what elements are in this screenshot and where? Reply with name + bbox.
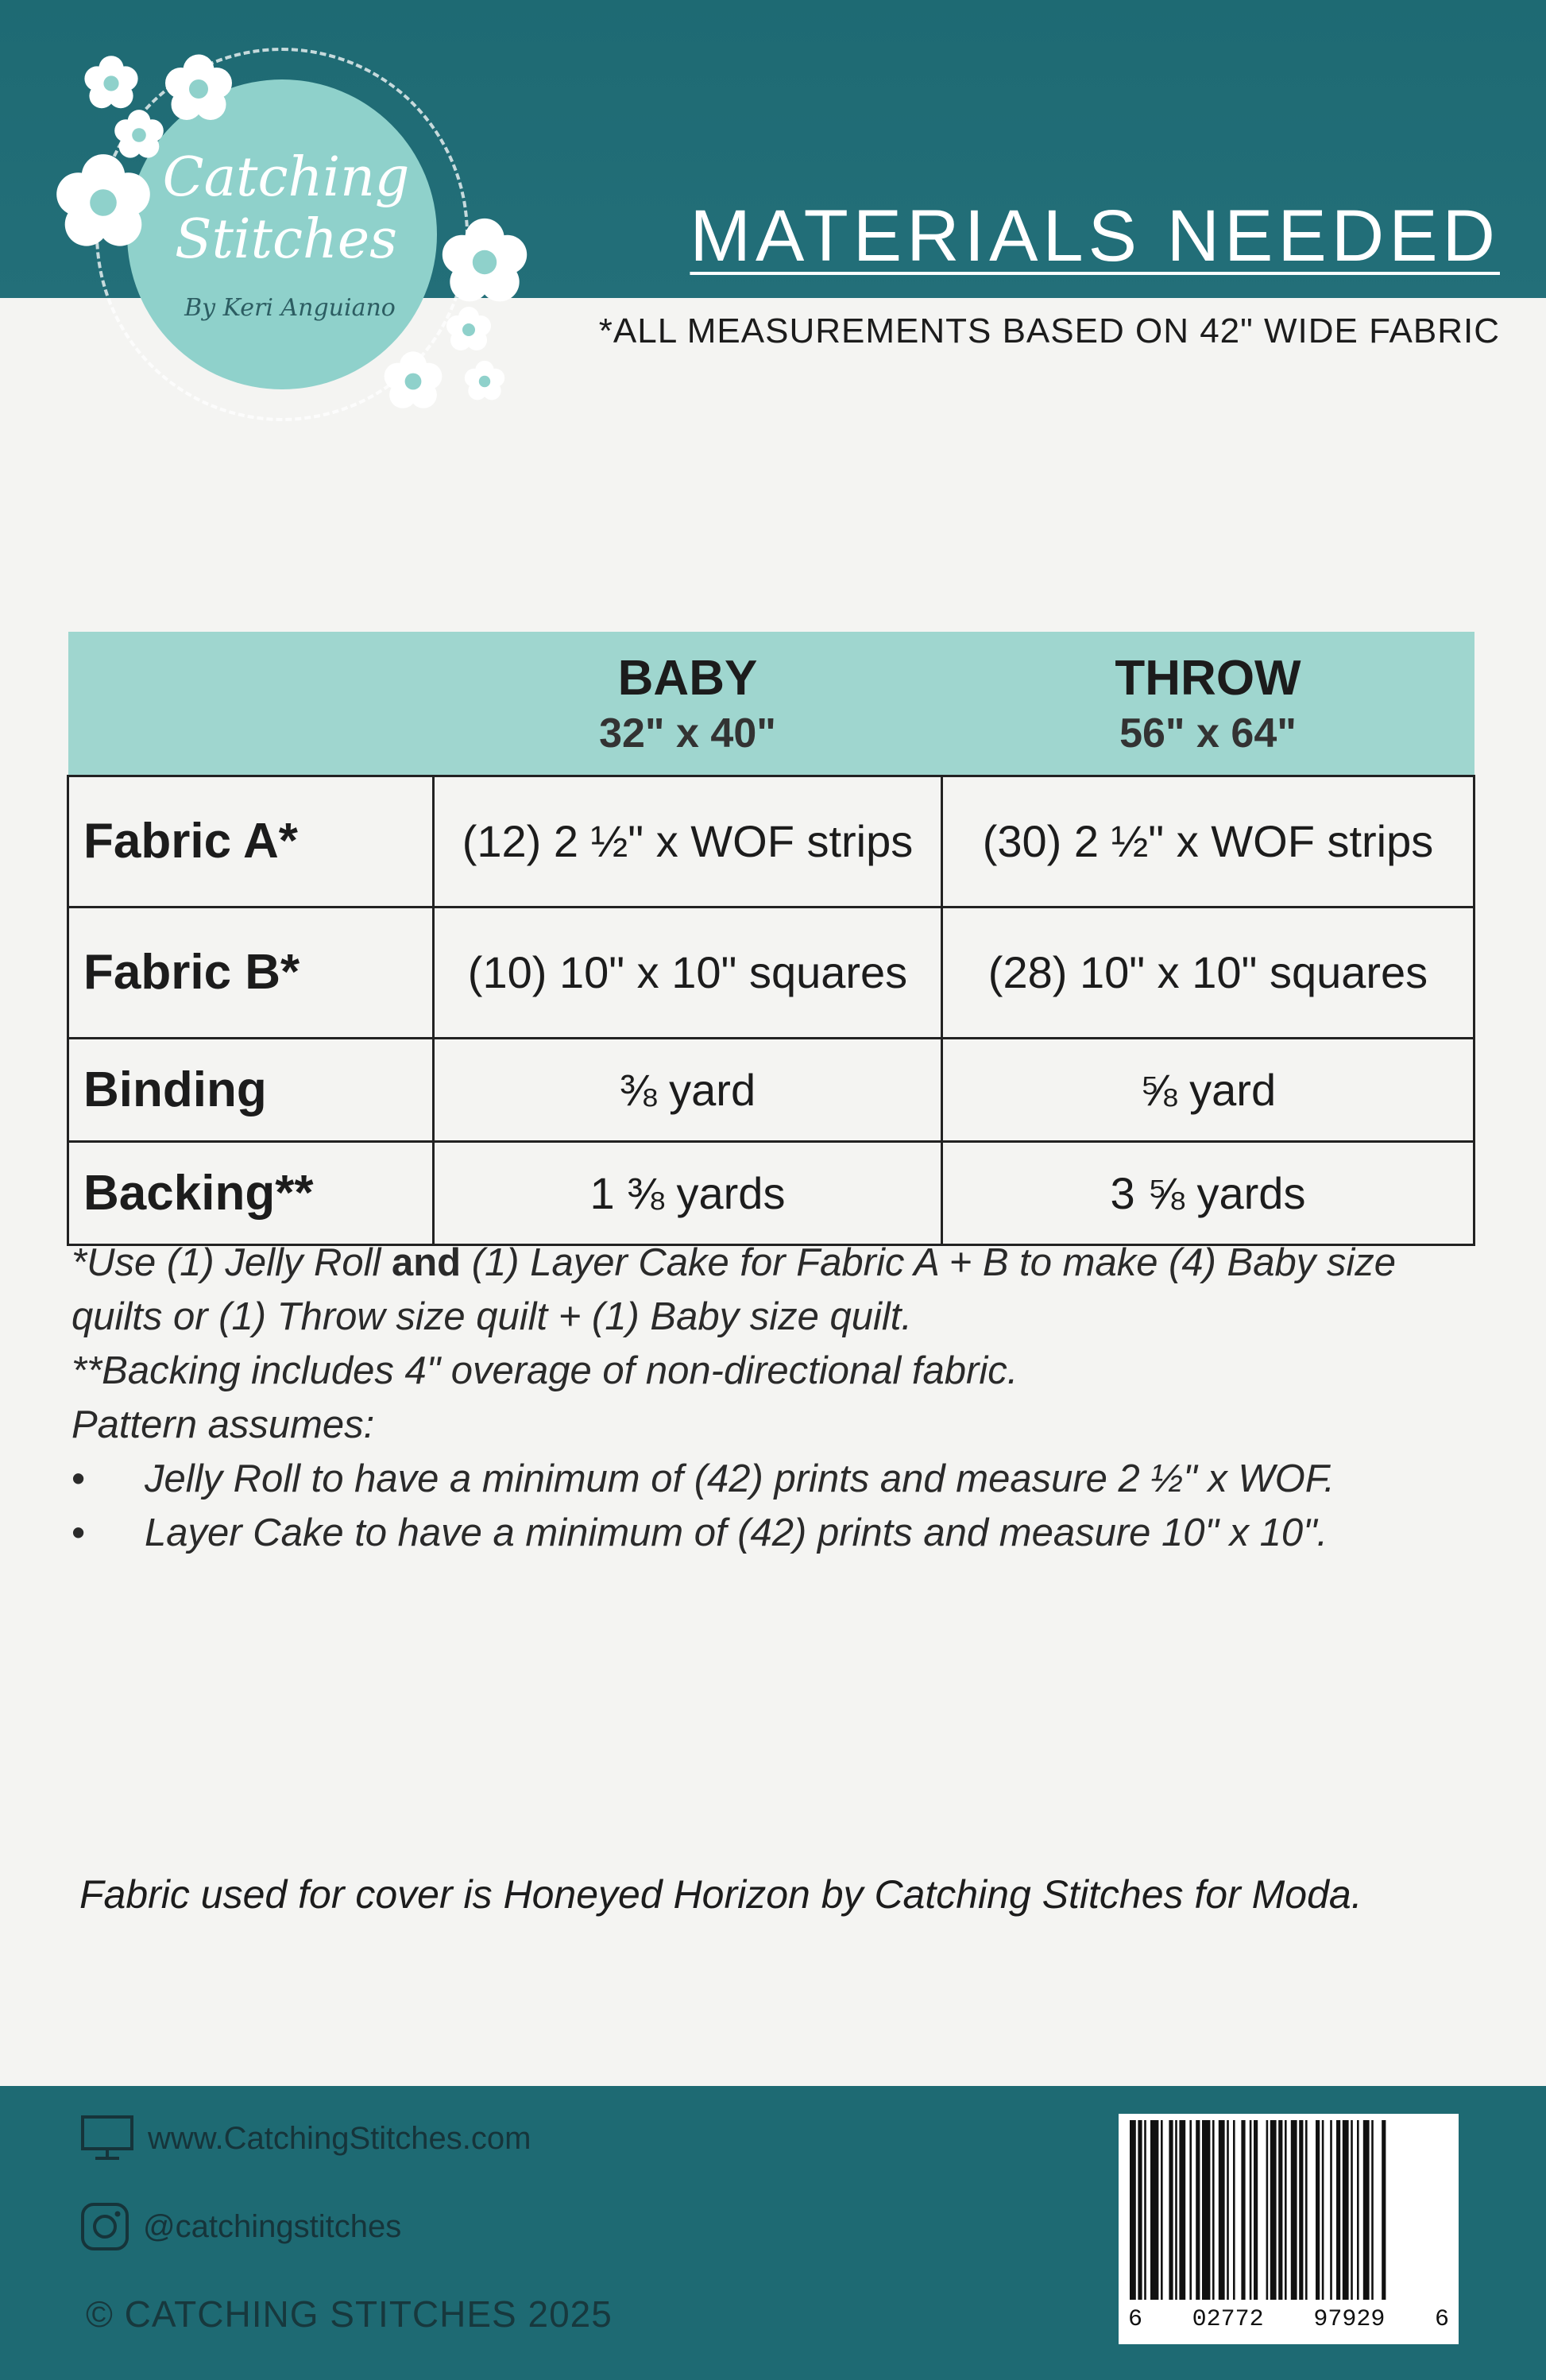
barcode-bar [1250,2120,1252,2300]
table-cell: (28) 10" x 10" squares [942,907,1474,1039]
footnote-jelly-roll: *Use (1) Jelly Roll and (1) Layer Cake for Fabric A + B to make (4) Baby size quilts or (1) Throw size quilt + (1) Baby size quilt. [72,1241,1396,1338]
barcode-bar [1150,2120,1158,2300]
barcode [1119,2114,1459,2344]
barcode-bar [1169,2120,1173,2300]
barcode-bars [1119,2114,1459,2305]
barcode-digit: 97929 [1313,2306,1386,2333]
cover-fabric-note: Fabric used for cover is Honeyed Horizon by Catching Stitches for Moda. [79,1872,1362,1917]
barcode-bar [1212,2120,1215,2300]
list-item: • Layer Cake to have a minimum of (42) prints and measure 10" x 10". [72,1511,1328,1554]
barcode-bar [1322,2120,1324,2300]
barcode-bar [1196,2120,1200,2300]
barcode-bar [1254,2120,1258,2300]
table-cell: ⅝ yard [942,1039,1474,1142]
website-text: www.CatchingStitches.com [148,2120,531,2156]
table-row [68,776,1474,907]
barcode-bar [1161,2120,1163,2300]
barcode-bar [1266,2120,1269,2300]
instagram-handle: @catchingstitches [143,2208,402,2244]
row-label: Binding [68,1039,434,1142]
table-cell: 3 ⅝ yards [942,1142,1474,1245]
logo-wordmark: Catching Stitches [162,146,410,271]
barcode-bar [1351,2120,1353,2300]
barcode-bar [1343,2120,1349,2300]
instagram-icon [79,2201,130,2252]
barcode-digit: 6 [1434,2306,1449,2333]
copyright: © CATCHING STITCHES 2025 [86,2293,613,2335]
barcode-bar [1299,2120,1303,2300]
barcode-bar [1278,2120,1282,2300]
table-row [68,1142,1474,1245]
row-label: Fabric A* [68,776,434,907]
footnote-backing: **Backing includes 4" overage of non-directional fabric. [72,1349,1018,1392]
barcode-bar [1371,2120,1374,2300]
barcode-bar [1363,2120,1370,2300]
instagram-link[interactable] [79,2201,401,2252]
barcode-digit: 6 [1128,2306,1143,2333]
barcode-bar [1233,2120,1235,2300]
page-title: MATERIALS NEEDED [690,195,1500,277]
table-cell: (10) 10" x 10" squares [434,907,942,1039]
barcode-bar [1285,2120,1287,2300]
materials-table [67,632,1475,1246]
pattern-assumes-heading: Pattern assumes: [72,1403,375,1446]
row-label: Fabric B* [68,907,434,1039]
table-cell: (30) 2 ½" x WOF strips [942,776,1474,907]
page-subtitle: *ALL MEASUREMENTS BASED ON 42" WIDE FABRIC [598,312,1500,350]
barcode-bar [1357,2120,1359,2300]
barcode-bar [1227,2120,1229,2300]
logo-byline: By Keri Anguiano [184,294,396,322]
table-row [68,907,1474,1039]
barcode-bar [1189,2120,1192,2300]
row-label: Backing** [68,1142,434,1245]
barcode-bar [1179,2120,1185,2300]
barcode-bar [1202,2120,1210,2300]
barcode-bar [1144,2120,1146,2300]
barcode-bar [1330,2120,1332,2300]
table-cell: (12) 2 ½" x WOF strips [434,776,942,907]
barcode-bar [1270,2120,1277,2300]
barcode-bar [1175,2120,1177,2300]
barcode-bar [1336,2120,1340,2300]
table-cell: ⅜ yard [434,1039,942,1142]
barcode-bar [1219,2120,1225,2300]
barcode-bar [1382,2120,1386,2300]
table-row [68,1039,1474,1142]
barcode-digit: 02772 [1192,2306,1264,2333]
barcode-bar [1291,2120,1297,2300]
barcode-bar [1241,2120,1245,2300]
table-header-empty [68,632,434,776]
barcode-bar [1305,2120,1308,2300]
footnotes [72,1236,1494,1560]
column-header-baby: BABY 32" x 40" [434,632,942,776]
column-header-throw: THROW 56" x 64" [942,632,1474,776]
website-link[interactable] [79,2114,531,2163]
list-item: • Jelly Roll to have a minimum of (42) prints and measure 2 ½" x WOF. [72,1457,1335,1500]
monitor-icon [79,2114,135,2163]
barcode-bar [1316,2120,1320,2300]
barcode-bar [1138,2120,1142,2300]
barcode-bar [1130,2120,1136,2300]
table-cell: 1 ⅜ yards [434,1142,942,1245]
table-header-row [68,632,1474,776]
